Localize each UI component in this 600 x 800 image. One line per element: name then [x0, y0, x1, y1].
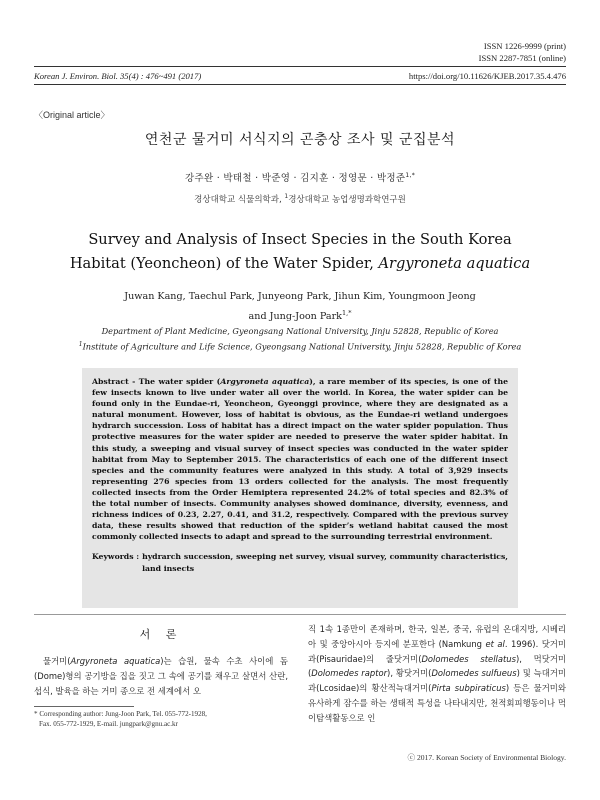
doi-link[interactable]: https://doi.org/10.11626/KJEB.2017.35.4.476: [408, 70, 566, 81]
english-authors-line2-text: and Jung-Joon Park: [248, 311, 342, 323]
footnote-line1: * Corresponding author: Jung-Joon Park, Tel. 055-772-1928,: [34, 710, 207, 718]
intro-right-paragraph: [308, 622, 566, 726]
korean-author-names: 강주완 · 박태철 · 박준영 · 김지훈 · 정영문 · 박정준: [184, 173, 406, 184]
korean-affiliation: [0, 193, 600, 205]
intro-right-text4: ), 황닷거미(: [387, 668, 432, 679]
intro-right-species-1: Dolomedes stellatus: [421, 653, 516, 664]
english-authors: [60, 289, 540, 325]
keywords-label: Keywords :: [92, 552, 140, 562]
intro-left-text2: )는 습원, 물속 수초 사이에 돔(Dome)형의 공기방을 집을 짓고 그 속에 공기를 채우고 살면서 산란, 섭식, 발육을 하는 거미 종으로 전 세계에서 오: [34, 656, 289, 696]
english-affiliations: [30, 324, 570, 354]
intro-left-paragraph: [34, 654, 288, 698]
journal-header: [34, 66, 566, 85]
keywords-text: hydrarch succession, sweeping net survey, visual survey, community characteristics, land insects: [142, 552, 508, 573]
english-title-line2: [40, 252, 560, 276]
english-title-line1: Survey and Analysis of Insect Species in the South Korea: [88, 231, 512, 248]
intro-right-species-3: Dolomedes sulfueus: [431, 668, 517, 679]
intro-left-species: Argyroneta aquatica: [70, 656, 161, 666]
korean-affiliation-1: 경상대학교 식물의학과,: [194, 195, 285, 205]
intro-right-text3: ), 먹닷거미(: [308, 653, 567, 679]
korean-affiliation-sup: 1: [284, 193, 289, 201]
section-title-intro: 서 론: [139, 628, 183, 641]
abstract-dash: -: [128, 377, 139, 386]
intro-right-etal: et al: [485, 638, 505, 649]
intro-right-text6: ) 등은 물거미와 유사하게 잠수를 하는 생태적 특성을 나타내지만, 천적회피행동이나 먹이탐색활동으로 인: [308, 683, 566, 723]
intro-right-species-2: Dolomedes raptor: [311, 668, 388, 679]
korean-authors: [0, 170, 600, 184]
english-affiliation-2-sup: 1: [78, 341, 83, 348]
journal-citation: Korean J. Environ. Biol. 35(4) : 476~491 (2017): [34, 70, 202, 81]
abstract-species: Argyroneta aquatica: [220, 377, 310, 386]
article-type: 〈Original article〉: [34, 110, 110, 120]
intro-left-text1: 물거미(: [43, 656, 71, 666]
footnote-rule: [34, 706, 134, 707]
korean-affiliation-2: 경상대학교 농업생명과학연구원: [288, 195, 406, 205]
english-affiliation-2: Institute of Agriculture and Life Science, Gyeongsang National University, Jinju 52828, Republic of Korea: [82, 341, 522, 352]
intro-right-text1: 직 1속 1종만이 존재하며, 한국, 일본, 중국, 유럽의 온대지방, 시베리아 및 중앙아시아 등지에 분포한다 (Namkung: [308, 624, 566, 649]
issn-block: [479, 40, 566, 64]
english-authors-line2: [60, 305, 540, 325]
abstract-text: [92, 376, 508, 542]
section-divider: [34, 614, 566, 615]
english-title-species: Argyroneta aquatica: [378, 255, 531, 272]
korean-author-sup: 1,*: [405, 171, 415, 179]
english-authors-line1: Juwan Kang, Taechul Park, Junyeong Park, Jihun Kim, Youngmoon Jeong: [124, 291, 476, 302]
intro-right-species-4: Pirta subpiraticus: [431, 683, 506, 694]
english-title: [40, 228, 560, 276]
abstract-label: Abstract: [92, 377, 129, 386]
left-column: [34, 622, 288, 698]
abstract-part2: ), a rare member of its species, is one of the few insects known to live under water all over the world. In Korea, the water spider can be found only in the Eundae-ri, Yeoncheon, Gyeonggi province, where they are designated as a natural monument. However, loss of habitat is obvious, as the Eundae-ri wetland undergoes hydrarch succession. Loss of habitat has a direct impact on the water spider population. Thus protective measures for the water spider are needed to preserve the water spider habitat. In this study, a sweeping and visual survey of insect species was conducted in the water spider habitat from May to September 2015. The characteristics of each one of the different insect species and the community features were analyzed in this study. A total of 3,929 insects representing 276 species from 13 orders collected for the analysis. The most frequently collected insects from the Order Hemiptera represented 24.2% of total species and 82.3% of the total number of insects. Community analyses showed dominance, diversity, evenness, and richness indices of 0.23, 2.27, 0.41, and 31.2, respectively. Compared with the previous survey data, these results showed that reduction of the spider’s wetland habitat caused the most commonly collected insects to adapt and spread to the surrounding terrestrial environment.: [92, 377, 508, 542]
issn-online: ISSN 2287-7851 (online): [478, 53, 566, 63]
right-column: [308, 622, 566, 726]
intro-right-text2: . 1996). 닷거미과(Pisauridae)의 줄닷거미(: [308, 638, 566, 664]
footnote-line2: Fax. 055-772-1929, E-mail. jungpark@gnu.ac.kr: [39, 720, 178, 728]
english-title-line2-text: Habitat (Yeoncheon) of the Water Spider,: [69, 255, 379, 272]
abstract-box: [82, 368, 518, 608]
english-affiliation-1: Department of Plant Medicine, Gyeongsang National University, Jinju 52828, Republic of Korea: [101, 326, 499, 336]
corresponding-author-footnote: [34, 709, 294, 729]
english-affiliation-2-line: [30, 338, 570, 354]
copyright-notice: ⓒ 2017. Korean Society of Environmental Biology.: [407, 753, 566, 762]
keywords-line: [92, 551, 508, 573]
intro-right-text5: ) 및 늑대거미과(Lcosidae)의 황산적늑대거미(: [308, 668, 566, 694]
abstract-part1: The water spider (: [138, 377, 221, 386]
issn-print: ISSN 1226-9999 (print): [483, 41, 566, 51]
english-authors-sup: 1,*: [342, 309, 352, 317]
korean-title: 연천군 물거미 서식지의 곤충상 조사 및 군집분석: [144, 132, 456, 148]
